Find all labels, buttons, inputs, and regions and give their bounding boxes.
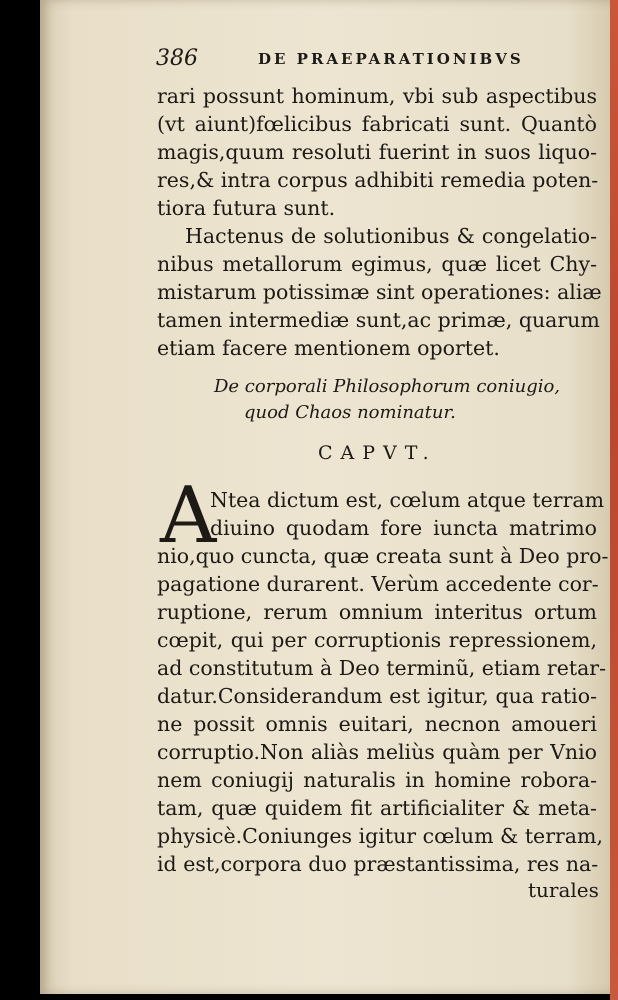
page-number: 386 [156,46,198,71]
section-caption-line-2: quod Chaos nominatur. [244,402,456,423]
page-edge-strip [610,0,618,1000]
chapter-heading: CAPVT. [318,442,437,464]
text-line: cœpit, qui per corruptionis repressionem, [157,628,597,652]
text-line: diuino quodam fore iuncta matrimo [210,516,597,540]
text-line: res,& intra corpus adhibiti remedia poten- [157,168,599,192]
drop-cap: A [160,471,217,561]
text-line: nibus metallorum egimus, quæ licet Chy- [157,252,597,276]
running-head: DE PRAEPARATIONIBVS [258,50,524,68]
section-caption-line-1: De corporali Philosophorum coniugio, [214,376,561,397]
text-line: Ntea dictum est, cœlum atque terram [210,488,605,512]
text-line: ad constitutum à Deo terminũ, etiam retar- [157,656,607,680]
text-line: etiam facere mentionem oportet. [157,336,500,360]
text-line: tiora futura sunt. [157,196,336,220]
text-line: physicè.Coniunges igitur cœlum & terram, [157,824,603,848]
text-line: id est,corpora duo præstantissima, res na- [157,852,599,876]
text-line: ne possit omnis euitari, necnon amoueri [157,712,597,736]
text-line: Hactenus de solutionibus & congelatio- [185,224,597,248]
text-line: tam, quæ quidem fit artificialiter & meta- [157,796,597,820]
text-line: (vt aiunt)fœlicibus fabricati sunt. Quantò [157,112,597,136]
catchword: turales [528,878,599,902]
text-line: nio,quo cuncta, quæ creata sunt à Deo pro- [157,544,609,568]
text-line: nem coniugij naturalis in homine robora- [157,768,597,792]
text-line: corruptio.Non aliàs meliùs quàm per Vnio [157,740,597,764]
text-line: datur.Considerandum est igitur, qua ratio- [157,684,597,708]
text-line: tamen intermediæ sunt,ac primæ, quarum [157,308,600,332]
text-line: mistarum potissimæ sint operationes: aliæ [157,280,602,304]
text-line: magis,quum resoluti fuerint in suos liquo- [157,140,597,164]
text-line: pagatione durarent. Verùm accedente cor- [157,572,599,596]
text-line: rari possunt hominum, vbi sub aspectibus [157,84,597,108]
text-line: ruptione, rerum omnium interitus ortum [157,600,597,624]
